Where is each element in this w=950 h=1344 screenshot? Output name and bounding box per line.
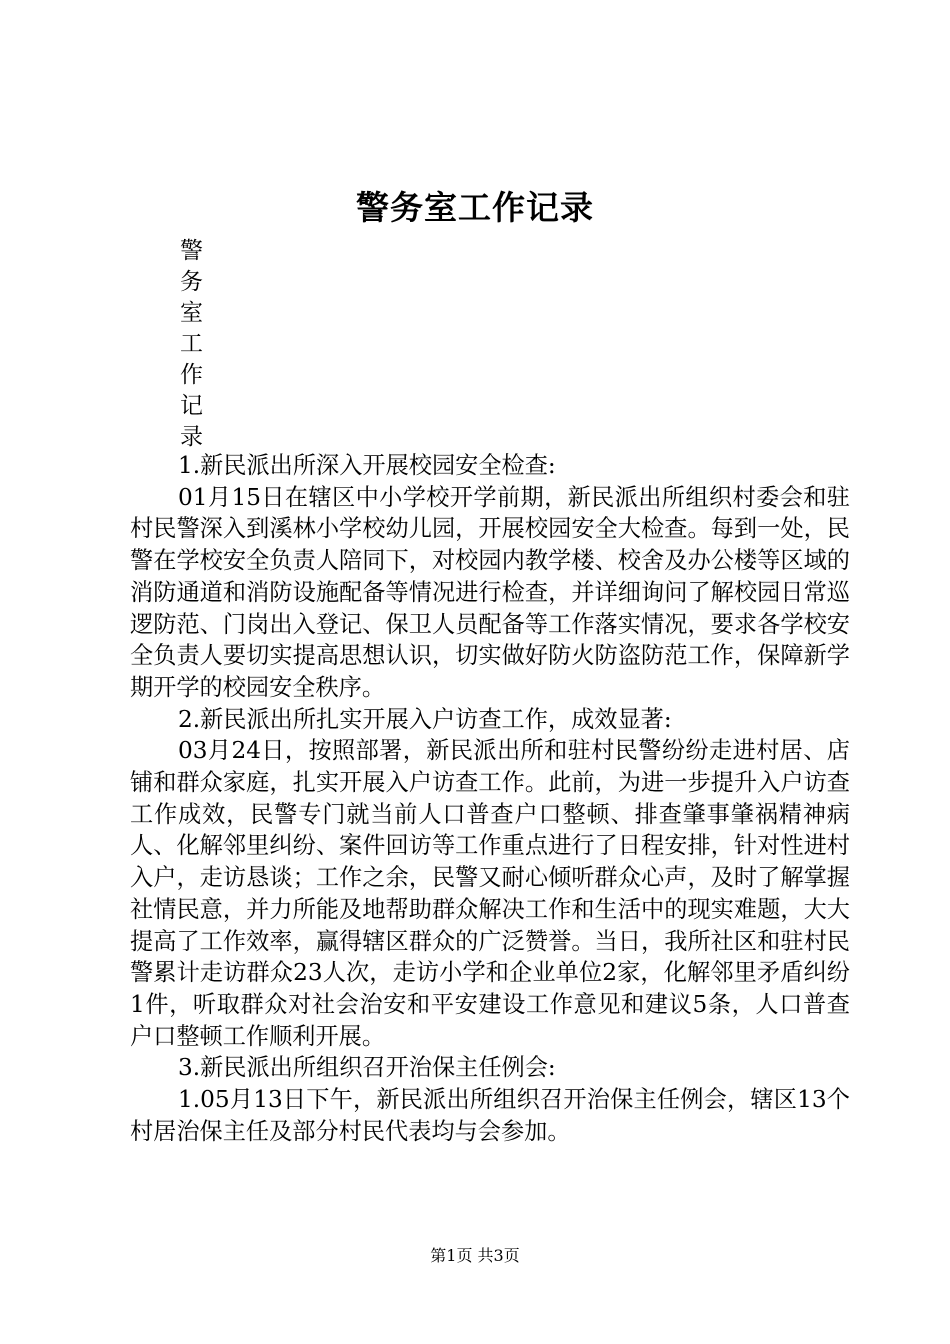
- vertical-heading: [180, 236, 210, 453]
- section-heading-2: 2.新民派出所扎实开展入户访查工作，成效显著:: [178, 705, 672, 733]
- vertical-heading-char: 作: [180, 362, 203, 388]
- paragraph-2: 03月24日，按照部署，新民派出所和驻村民警纷纷走进村居、店铺和群众家庭，扎实开展入户访查工作。此前，为进一步提升入户访查工作成效，民警专门就当前人口普查户口整顿、排查肇事肇祸精神病人、化解邻里纠纷、案件回访等工作重点进行了日程安排，针对性进村入户，走访恳谈；工作之余，民警又耐心倾听群众心声，及时了解掌握社情民意，并力所能及地帮助群众解决工作和生活中的现实难题，大大提高了工作效率，赢得辖区群众的广泛赞誉。当日，我所社区和驻村民警累计走访群众23人次，走访小学和企业单位2家，化解邻里矛盾纠纷1件，听取群众对社会治安和平安建设工作意见和建议5条，人口普查户口整顿工作顺利开展。: [130, 737, 850, 1050]
- vertical-heading-char: 室: [180, 300, 203, 326]
- paragraph-3: 1.05月13日下午，新民派出所组织召开治保主任例会，辖区13个村居治保主任及部分村民代表均与会参加。: [130, 1086, 850, 1145]
- document-title: 警务室工作记录: [356, 188, 594, 227]
- document-body: [130, 450, 850, 1147]
- vertical-heading-char: 警: [180, 238, 203, 264]
- vertical-heading-char: 记: [180, 393, 203, 419]
- page-footer: 第1页 共3页: [430, 1246, 520, 1265]
- paragraph-1: 01月15日在辖区中小学校开学前期，新民派出所组织村委会和驻村民警深入到溪林小学校幼儿园，开展校园安全大检查。每到一处，民警在学校安全负责人陪同下，对校园内教学楼、校舍及办公楼等区域的消防通道和消防设施配备等情况进行检查，并详细询问了解校园日常巡逻防范、门岗出入登记、保卫人员配备等工作落实情况，要求各学校安全负责人要切实提高思想认识，切实做好防火防盗防范工作，保障新学期开学的校园安全秩序。: [130, 483, 850, 701]
- section-heading-1: 1.新民派出所深入开展校园安全检查:: [178, 452, 556, 479]
- section-heading-3: 3.新民派出所组织召开治保主任例会:: [178, 1054, 556, 1082]
- vertical-heading-char: 工: [180, 331, 203, 357]
- vertical-heading-char: 录: [180, 424, 203, 450]
- vertical-heading-char: 务: [180, 269, 203, 295]
